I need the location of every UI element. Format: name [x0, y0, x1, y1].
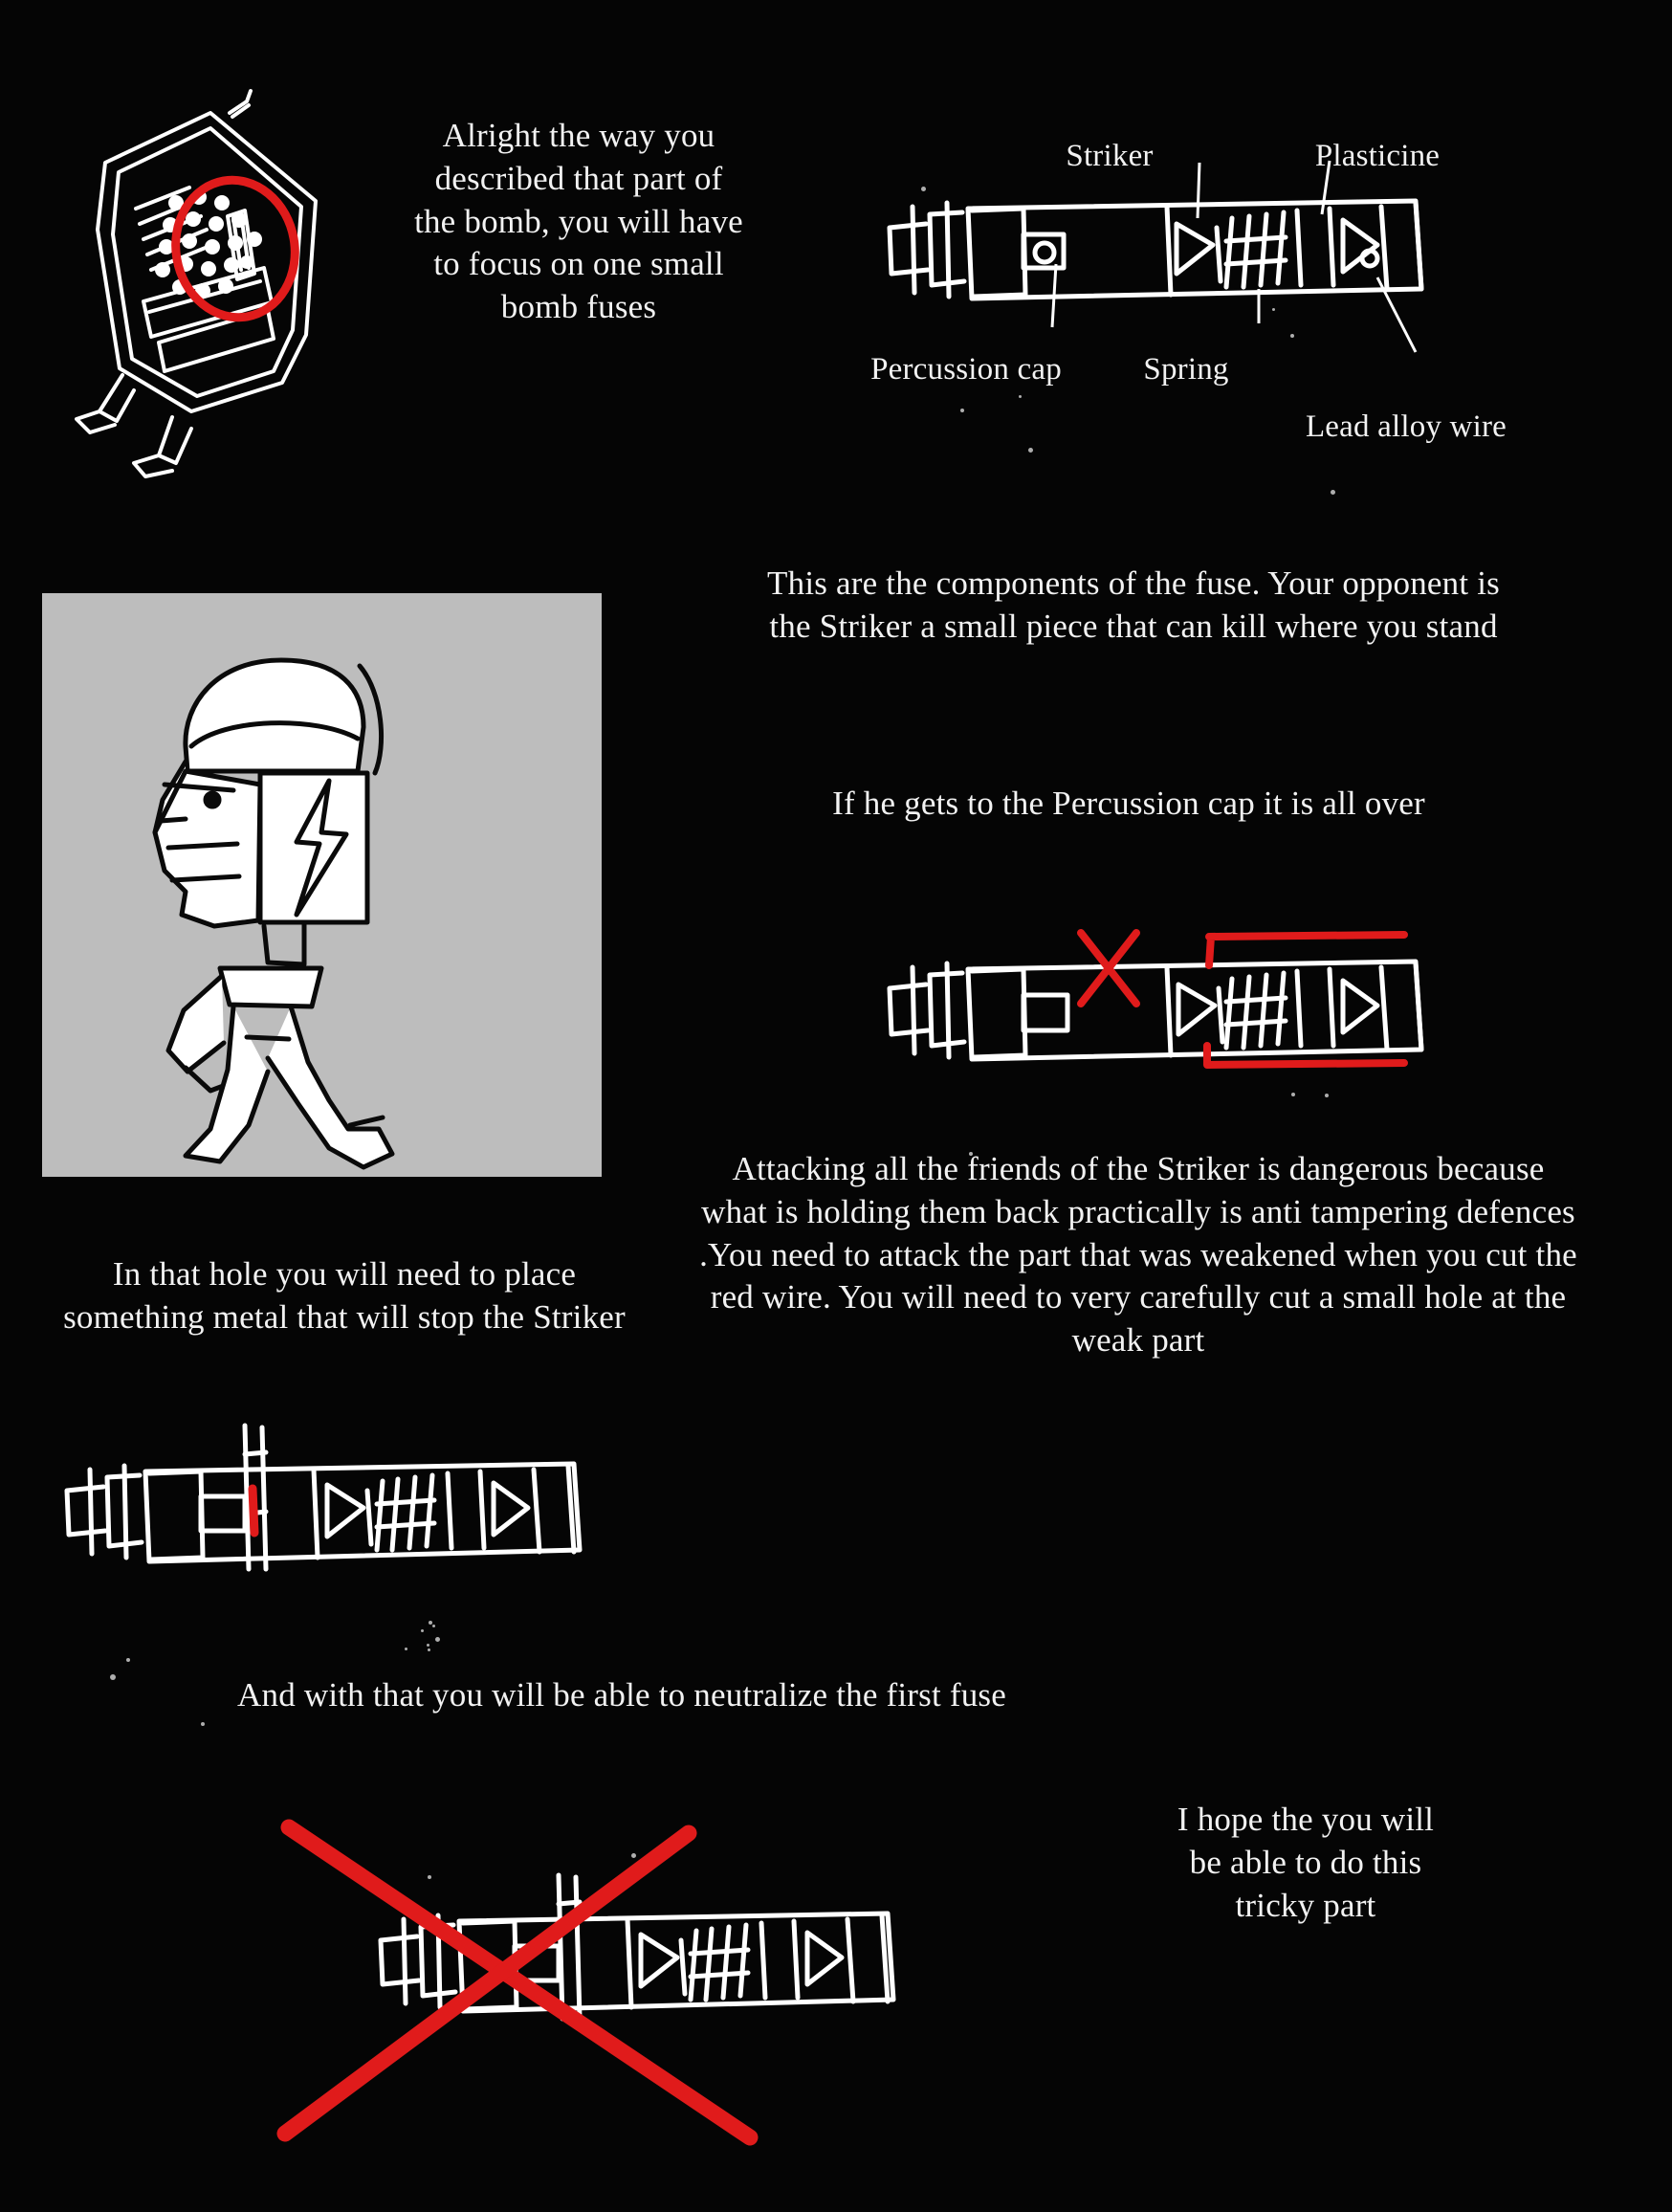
speck [1028, 448, 1033, 453]
speck [960, 409, 964, 412]
speck [405, 1648, 407, 1650]
speck [1019, 395, 1022, 398]
speck [429, 1621, 432, 1625]
label-striker: Striker [1066, 139, 1154, 173]
neutralize-text: And with that you will be able to neutralize the first fuse [237, 1676, 1006, 1714]
label-percussion-cap: Percussion cap [870, 352, 1062, 387]
fuse-cutaway-red-marks [880, 942, 1492, 1115]
percussion-warning-text: If he gets to the Percussion cap it is all over [832, 785, 1425, 822]
hope-text: I hope the you will be able to do this tricky part [1177, 1801, 1435, 1924]
speck [126, 1658, 130, 1662]
fuse-cutaway-crossed-out [363, 1818, 976, 2143]
speck [1331, 490, 1335, 495]
speck [435, 1637, 440, 1642]
riot-trooper-drawing [42, 593, 602, 1177]
large-red-x-mark [285, 1827, 750, 2137]
hole-text: In that hole you will need to place something metal that will stop the Striker [63, 1255, 626, 1336]
components-text: This are the components of the fuse. Your opponent is the Striker a small piece that can kill where you stand [767, 564, 1500, 645]
speck [110, 1674, 116, 1680]
intro-text: Alright the way you described that part of the bomb, you will have to focus on one small bomb fuses [414, 117, 743, 326]
attacking-text: Attacking all the friends of the Striker is dangerous because what is holding them back practically is anti tampering defences .You need to attack the part that was weakened when you cut the red wire. You will need to very carefully cut a small hole at the weak part [699, 1150, 1577, 1360]
speck [432, 1625, 435, 1627]
label-plasticine: Plasticine [1314, 139, 1441, 173]
speck [201, 1722, 205, 1726]
fuse-cutaway-with-metal-pin [57, 1426, 631, 1617]
label-spring: Spring [1143, 352, 1229, 387]
speck [428, 1648, 430, 1651]
bomb-casing-sketch [77, 96, 383, 478]
label-lead-alloy-wire: Lead alloy wire [1305, 409, 1507, 444]
red-metal-pin [253, 1489, 254, 1533]
speck [421, 1629, 424, 1632]
speck [427, 1644, 429, 1647]
fuse-cutaway-labeled [880, 182, 1492, 373]
